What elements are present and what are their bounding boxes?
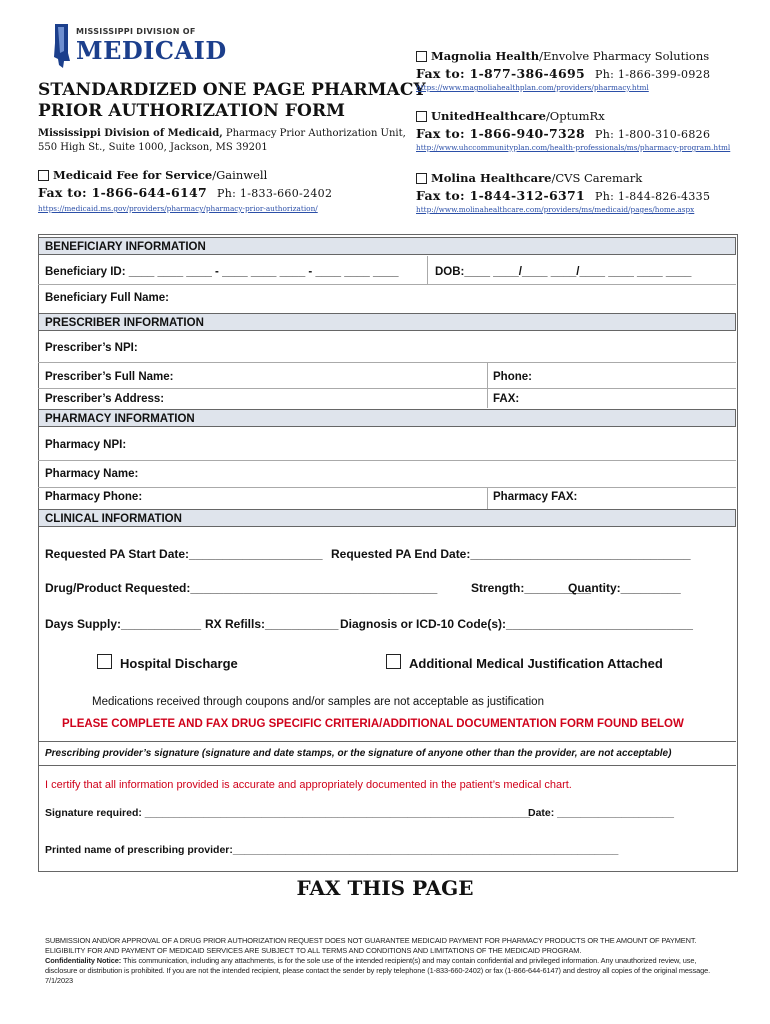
fax-this-page: FAX THIS PAGE — [296, 876, 474, 900]
uhc-checkbox[interactable] — [416, 111, 427, 122]
pa-end-date-field[interactable]: Requested PA End Date:_________________________________ — [331, 547, 691, 561]
printed-name-field[interactable]: Printed name of prescribing provider:__________________________________________________________________ — [45, 844, 619, 856]
strength-field[interactable]: Strength:__________ — [471, 581, 592, 595]
molina-checkbox[interactable] — [416, 173, 427, 184]
prescriber-name-field[interactable]: Prescriber’s Full Name: — [45, 371, 174, 383]
justification-label: Additional Medical Justification Attached — [409, 656, 663, 671]
magnolia-name-rest: /Envolve Pharmacy Solutions — [539, 49, 710, 63]
beneficiary-id-field[interactable]: Beneficiary ID: ____ ____ ____ - ____ ____ ____ - ____ ____ ____ — [45, 266, 399, 278]
pa-start-date-field[interactable]: Requested PA Start Date:____________________ — [45, 547, 323, 561]
magnolia-checkbox[interactable] — [416, 51, 427, 62]
pharmacy-fax-field[interactable]: Pharmacy FAX: — [493, 491, 578, 503]
prescriber-header: PRESCRIBER INFORMATION — [38, 313, 736, 331]
plan-magnolia — [416, 49, 710, 92]
molina-phone: Ph: 1-844-826-4335 — [595, 190, 711, 203]
pharmacy-header: PHARMACY INFORMATION — [38, 409, 736, 427]
mississippi-state-icon — [52, 23, 72, 69]
hospital-discharge-option[interactable] — [97, 654, 238, 671]
signature-date-field[interactable]: Date: ____________________ — [528, 807, 674, 819]
uhc-name: UnitedHealthcare — [431, 109, 546, 123]
molina-fax: Fax to: 1-844-312-6371 — [416, 188, 586, 203]
form-title-line1: STANDARDIZED ONE PAGE PHARMACY — [38, 80, 426, 100]
complete-notice: PLEASE COMPLETE AND FAX DRUG SPECIFIC CRITERIA/ADDITIONAL DOCUMENTATION FORM FOUND BELOW — [62, 718, 684, 730]
molina-name-rest: /CVS Caremark — [551, 171, 643, 185]
uhc-name-rest: /OptumRx — [545, 109, 605, 123]
beneficiary-header: BENEFICIARY INFORMATION — [38, 237, 736, 255]
plan-uhc — [416, 109, 730, 152]
clinical-header: CLINICAL INFORMATION — [38, 509, 736, 527]
rx-refills-field[interactable]: RX Refills:___________ — [205, 617, 339, 631]
quantity-field[interactable]: Quantity:_________ — [568, 581, 681, 595]
address — [38, 127, 406, 155]
address-line2: 550 High St., Suite 1000, Jackson, MS 39201 — [38, 142, 268, 153]
ffs-url[interactable]: https://medicaid.ms.gov/providers/pharmacy/pharmacy-prior-authorization/ — [38, 204, 318, 213]
prescriber-phone-field[interactable]: Phone: — [493, 371, 532, 383]
molina-name: Molina Healthcare — [431, 171, 552, 185]
pharmacy-name-field[interactable]: Pharmacy Name: — [45, 468, 139, 480]
signature-field[interactable]: Signature required: __________________________________________________________________ — [45, 807, 531, 819]
justification-option[interactable] — [386, 654, 663, 671]
footer-line2: ELIGIBILITY FOR AND PAYMENT OF MEDICAID SERVICES ARE SUBJECT TO ALL TERMS AND CONDITIONS AND LIMITATIONS OF THE MEDICAID PROGRAM. — [45, 946, 582, 955]
ffs-name: Medicaid Fee for Service — [53, 168, 213, 182]
plan-ffs — [38, 168, 332, 213]
magnolia-phone: Ph: 1-866-399-0928 — [595, 68, 711, 81]
ffs-name-rest: /Gainwell — [212, 168, 268, 182]
medicaid-logo — [52, 23, 227, 71]
logo-line1: MISSISSIPPI DIVISION OF — [76, 27, 196, 36]
beneficiary-name-field[interactable]: Beneficiary Full Name: — [45, 292, 169, 304]
hospital-discharge-checkbox[interactable] — [97, 654, 112, 669]
address-org-rest: Pharmacy Prior Authorization Unit, — [222, 128, 406, 139]
uhc-fax: Fax to: 1-866-940-7328 — [416, 126, 586, 141]
certify-statement: I certify that all information provided is accurate and appropriately documented in the patient’s medical chart. — [45, 779, 572, 791]
prescriber-fax-field[interactable]: FAX: — [493, 393, 520, 405]
footer-disclaimer — [45, 936, 725, 986]
logo-line2: MEDICAID — [76, 36, 227, 65]
diagnosis-field[interactable]: Diagnosis or ICD-10 Code(s):____________________________ — [340, 617, 693, 631]
days-supply-field[interactable]: Days Supply:____________ — [45, 617, 202, 631]
plan-molina — [416, 171, 710, 214]
hospital-discharge-label: Hospital Discharge — [120, 656, 238, 671]
molina-url[interactable]: http://www.molinahealthcare.com/providers/ms/medicaid/pages/home.aspx — [416, 205, 695, 214]
signature-note: Prescribing provider’s signature (signature and date stamps, or the signature of anyone other than the provider, are not acceptable) — [45, 748, 672, 759]
uhc-phone: Ph: 1-800-310-6826 — [595, 128, 711, 141]
ffs-checkbox[interactable] — [38, 170, 49, 181]
form-title-line2: PRIOR AUTHORIZATION FORM — [38, 101, 346, 121]
form-title — [38, 80, 426, 122]
footer-line1: SUBMISSION AND/OR APPROVAL OF A DRUG PRIOR AUTHORIZATION REQUEST DOES NOT GUARANTEE MEDICAID PAYMENT FOR PHARMACY PRODUCTS OR THE AMOUNT OF PAYMENT. — [45, 936, 697, 945]
uhc-url[interactable]: http://www.uhccommunityplan.com/health-professionals/ms/pharmacy-program.html — [416, 143, 731, 152]
coupon-note: Medications received through coupons and/or samples are not acceptable as justification — [92, 696, 544, 708]
address-org: Mississippi Division of Medicaid, — [38, 128, 223, 139]
confidentiality-text: This communication, including any attachments, is for the sole use of the intended recipient(s) and may contain confidential and privileged information. Any unauthorized review, use, disclosure or distribution is prohibited. If you are not the intended recipient, please contact the sender by reply telephone (1-833-660-2402) or fax (1-866-644-6147) and destroy all copies of the original message. — [45, 956, 711, 975]
prescriber-npi-field[interactable]: Prescriber’s NPI: — [45, 342, 138, 354]
footer-date: 7/1/2023 — [45, 976, 73, 985]
pharmacy-phone-field[interactable]: Pharmacy Phone: — [45, 491, 143, 503]
dob-field[interactable]: DOB:____ ____/____ ____/____ ____ ____ ____ — [435, 266, 692, 278]
magnolia-name: Magnolia Health — [431, 49, 540, 63]
pharmacy-npi-field[interactable]: Pharmacy NPI: — [45, 439, 127, 451]
justification-checkbox[interactable] — [386, 654, 401, 669]
magnolia-url[interactable]: https://www.magnoliahealthplan.com/providers/pharmacy.html — [416, 83, 649, 92]
confidentiality-label: Confidentiality Notice: — [45, 956, 122, 965]
prescriber-address-field[interactable]: Prescriber’s Address: — [45, 393, 165, 405]
ffs-phone: Ph: 1-833-660-2402 — [217, 187, 333, 200]
drug-product-field[interactable]: Drug/Product Requested:_____________________________________ — [45, 581, 438, 595]
magnolia-fax: Fax to: 1-877-386-4695 — [416, 66, 586, 81]
ffs-fax: Fax to: 1-866-644-6147 — [38, 185, 208, 200]
